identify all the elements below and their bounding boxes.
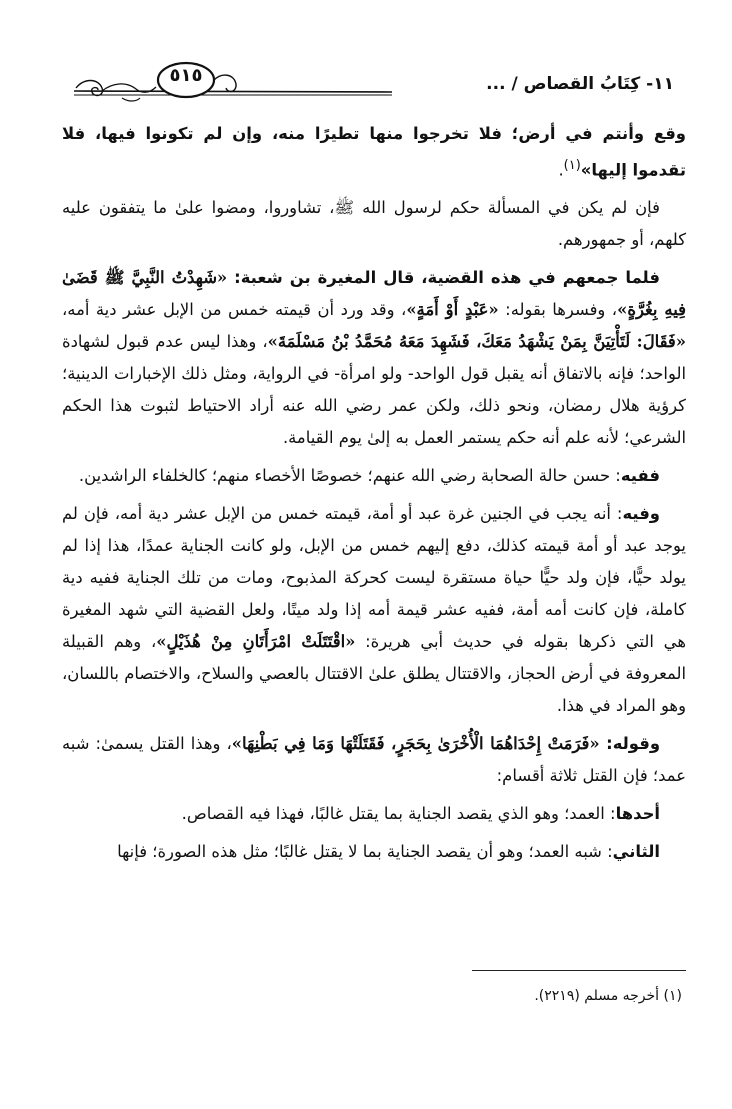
page-number-ornament: [62, 58, 402, 106]
footnote-divider: [472, 970, 686, 971]
footnote-mark: (١): [563, 158, 581, 173]
paragraph-8: الثاني: شبه العمد؛ وهو أن يقصد الجناية بما لا يقتل غالبًا؛ مثل هذه الصورة؛ فإنها: [117, 842, 660, 862]
paragraph-3: فلما جمعهم في هذه القضية، قال المغيرة بن شعبة: «شَهِدْتُ النَّبِيَّ ﷺ قَضَىٰ فِيهِ بِغُرَّةٍ»، وفسرها بقوله: «عَبْدٍ أَوْ أَمَةٍ»، وقد ورد أن قيمته خمس من الإبل عشر دية أمه، «فَقَالَ: لَتَأْتِيَنَّ بِمَنْ يَشْهَدُ مَعَكَ، فَشَهِدَ مَعَهُ مُحَمَّدُ بْنُ مَسْلَمَةَ»، وهذا ليس عدم قبول لشهادة الواحد؛ فإنه بالاتفاق أنه يقبل قول الواحد- ولو امرأة- في الرواية، ومثل ذلك الإخبارات الدينية؛ كرؤية هلال رمضان، ونحو ذلك، ولكن عمر رضي الله عنه أراد الاحتياط لثبوت هذا الحكم الشرعي؛ لأنه علم أنه حكم يستمر العمل به إلىٰ يوم القيامة.: [62, 268, 686, 448]
footnote-number: (١): [663, 988, 682, 1004]
footnote-text: أخرجه مسلم (٢٢١٩).: [534, 988, 660, 1004]
hadith-quote: «فَرَمَتْ إِحْدَاهُمَا الْأُخْرَىٰ بِحَجَرٍ، فَقَتَلَتْهَا وَمَا فِي بَطْنِهَا»: [231, 734, 600, 754]
running-head: ١١- كِتَابُ القصاص / ...: [486, 74, 674, 94]
hadith-quote: «شَهِدْتُ النَّبِيَّ ﷺ قَضَىٰ فِيهِ بِغُرَّةٍ»: [62, 268, 686, 320]
paragraph-2: فإن لم يكن في المسألة حكم لرسول الله ﷺ، تشاوروا، ومضوا علىٰ ما يتفقون عليه كلهم، أو جمهورهم.: [62, 198, 686, 250]
footnote: [534, 988, 682, 1004]
paragraph-1: وقع وأنتم في أرض؛ فلا تخرجوا منها تطيرًا منه، وإن لم تكونوا فيها، فلا تقدموا إليها»$^{(١)}$.: [62, 124, 686, 180]
paragraph-6: وقوله: «فَرَمَتْ إِحْدَاهُمَا الْأُخْرَىٰ بِحَجَرٍ، فَقَتَلَتْهَا وَمَا فِي بَطْنِهَا»، وهذا القتل يسمىٰ: شبه عمد؛ فإن القتل ثلاثة أقسام:: [62, 734, 686, 786]
hadith-quote: «فَقَالَ: لَتَأْتِيَنَّ بِمَنْ يَشْهَدُ مَعَكَ، فَشَهِدَ مَعَهُ مُحَمَّدُ بْنُ مَسْلَمَةَ»: [267, 332, 686, 352]
main-text: [62, 118, 686, 874]
paragraph-7: أحدها: العمد؛ وهو الذي يقصد الجناية بما يقتل غالبًا، فهذا فيه القصاص.: [181, 804, 660, 824]
paragraph-4: ففيه: حسن حالة الصحابة رضي الله عنهم؛ خصوصًا الأخصاء منهم؛ كالخلفاء الراشدين.: [78, 466, 660, 486]
hadith-quote: «عَبْدٍ أَوْ أَمَةٍ»: [406, 300, 499, 320]
page-number: ٥١٥: [169, 65, 203, 86]
page-header: [62, 58, 682, 108]
hadith-quote: «اقْتَتَلَتْ امْرَأَتَانِ مِنْ هُذَيْلٍ»: [156, 632, 356, 652]
paragraph-5: وفيه: أنه يجب في الجنين غرة عبد أو أمة، قيمته خمس من الإبل عشر دية أمه، فإن لم يوجد عبد أو أمة قيمته كذلك، دفع إليهم خمس من الإبل، ولو كانت الجناية عمدًا، هذا إذا لم يولد حيًّا، فإن ولد حيًّا حياة مستقرة ليست كحركة المذبوح، ومات من تلك الجناية ففيه دية كاملة، فإن كانت أمه أمة، ففيه عشر قيمة أمه إذا ولد ميتًا، ولعل القضية التي شهد المغيرة هي التي ذكرها بقوله في حديث أبي هريرة: «اقْتَتَلَتْ امْرَأَتَانِ مِنْ هُذَيْلٍ»، وهم القبيلة المعروفة في أرض الحجاز، والاقتتال يطلق علىٰ الاقتتال بالعصي والسلاح، والاختصام باللسان، وهو المراد في هذا.: [62, 504, 686, 716]
